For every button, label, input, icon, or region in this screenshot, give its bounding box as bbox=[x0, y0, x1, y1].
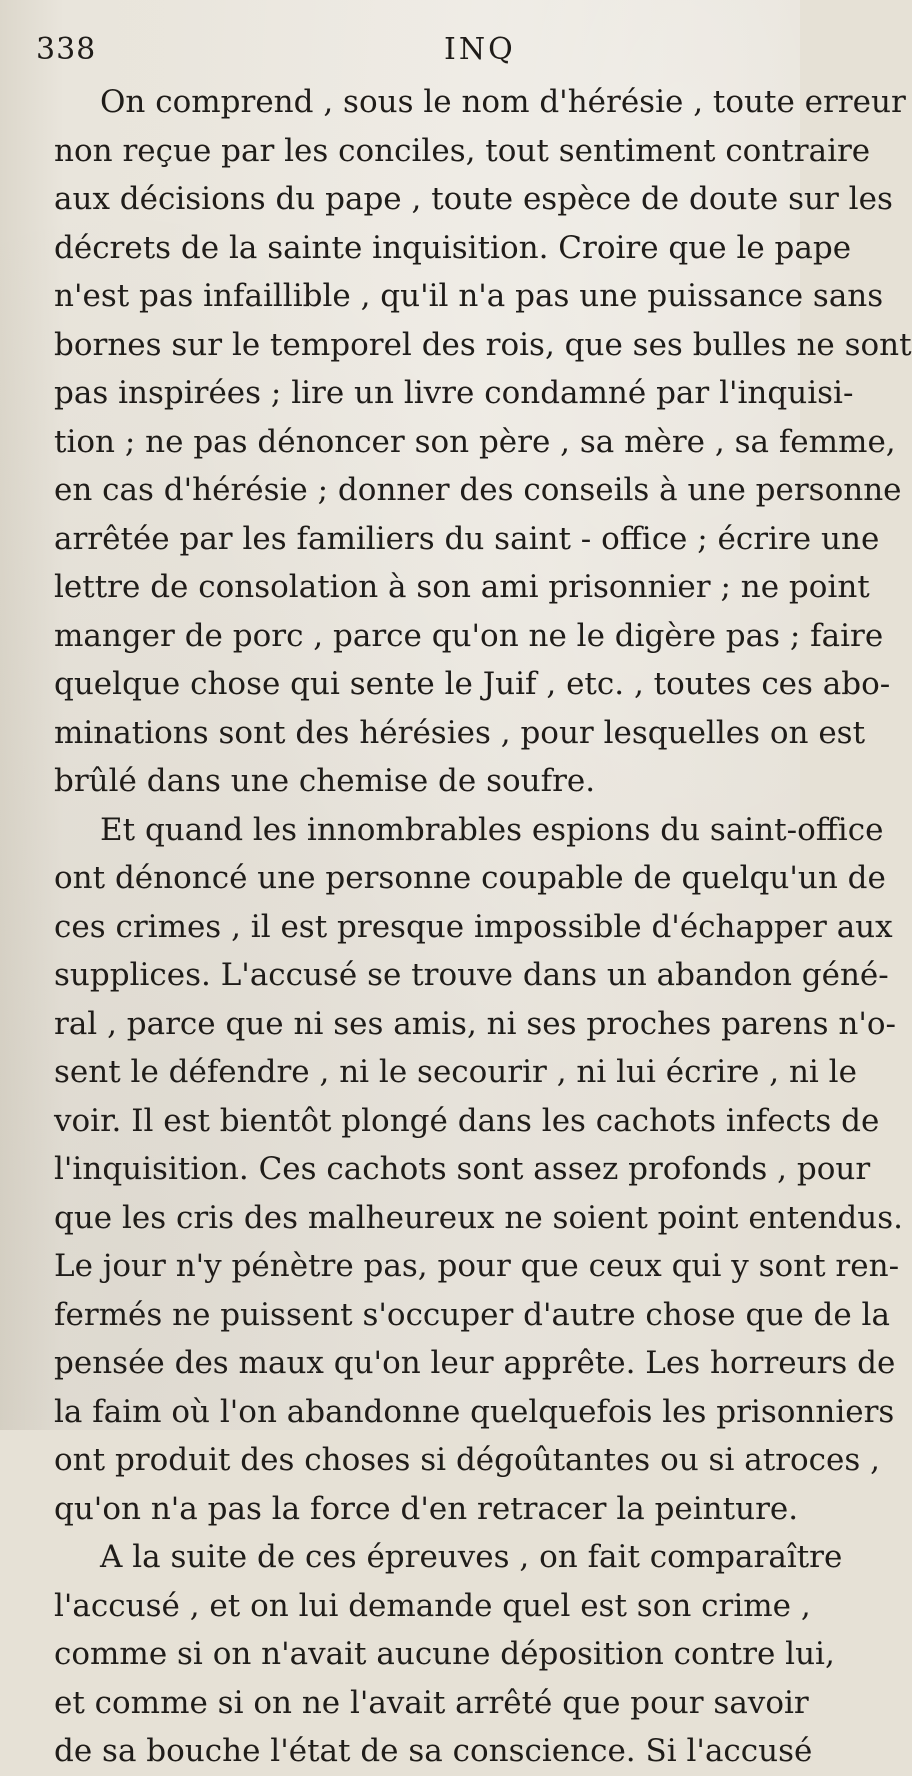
text-line: On comprend , sous le nom d'hérésie , toute erreur bbox=[100, 84, 906, 120]
text-line: tion ; ne pas dénoncer son père , sa mère , sa femme, bbox=[54, 423, 896, 460]
text-line: bornes sur le temporel des rois, que ses bulles ne sont bbox=[54, 326, 912, 363]
text-line: voir. Il est bientôt plongé dans les cachots infects de bbox=[54, 1102, 880, 1139]
running-head bbox=[36, 32, 764, 72]
text-line: l'inquisition. Ces cachots sont assez profonds , pour bbox=[54, 1151, 871, 1187]
text-line: manger de porc , parce qu'on ne le digère pas ; faire bbox=[54, 617, 884, 654]
text-line: ont produit des choses si dégoûtantes ou si atroces , bbox=[54, 1442, 880, 1478]
text-line: que les cris des malheureux ne soient point entendus. bbox=[54, 1199, 904, 1236]
text-line: de sa bouche l'état de sa conscience. Si l'accusé bbox=[54, 1733, 813, 1769]
running-title: INQ bbox=[444, 32, 516, 67]
text-line: supplices. L'accusé se trouve dans un abandon géné- bbox=[54, 957, 889, 993]
text-line: ces crimes , il est presque impossible d'échapper aux bbox=[54, 908, 893, 945]
text-line: arrêtée par les familiers du saint - office ; écrire une bbox=[54, 520, 880, 557]
text-line: pensée des maux qu'on leur apprête. Les horreurs de bbox=[54, 1345, 896, 1381]
text-line: aux décisions du pape , toute espèce de doute sur les bbox=[54, 181, 893, 217]
text-line: n'est pas infaillible , qu'il n'a pas une puissance sans bbox=[54, 278, 884, 314]
text-line: la faim où l'on abandonne quelquefois les prisonniers bbox=[54, 1393, 895, 1430]
text-line: lettre de consolation à son ami prisonnier ; ne point bbox=[54, 569, 870, 605]
page-number: 338 bbox=[36, 32, 97, 67]
text-line: fermés ne puissent s'occuper d'autre chose que de la bbox=[54, 1296, 890, 1333]
text-line: qu'on n'a pas la force d'en retracer la peinture. bbox=[54, 1490, 799, 1527]
text-line: et comme si on ne l'avait arrêté que pour savoir bbox=[54, 1684, 809, 1721]
text-line: ral , parce que ni ses amis, ni ses proches parens n'o- bbox=[54, 1005, 897, 1042]
text-line: décrets de la sainte inquisition. Croire que le pape bbox=[54, 229, 852, 266]
text-line: brûlé dans une chemise de soufre. bbox=[54, 763, 596, 799]
text-line: l'accusé , et on lui demande quel est son crime , bbox=[54, 1587, 811, 1624]
text-line: pas inspirées ; lire un livre condamné par l'inquisi- bbox=[54, 375, 854, 411]
text-line: A la suite de ces épreuves , on fait comparaître bbox=[100, 1539, 843, 1575]
text-line: ont dénoncé une personne coupable de quelqu'un de bbox=[54, 860, 886, 896]
text-line: comme si on n'avait aucune déposition contre lui, bbox=[54, 1636, 835, 1672]
body-text bbox=[54, 78, 912, 1776]
text-line: quelque chose qui sente le Juif , etc. , toutes ces abo- bbox=[54, 666, 891, 702]
text-line: Le jour n'y pénètre pas, pour que ceux qui y sont ren- bbox=[54, 1248, 900, 1284]
text-line: minations sont des hérésies , pour lesquelles on est bbox=[54, 714, 866, 751]
text-line: en cas d'hérésie ; donner des conseils à une personne bbox=[54, 472, 902, 508]
text-line: sent le défendre , ni le secourir , ni lui écrire , ni le bbox=[54, 1054, 857, 1090]
text-line: non reçue par les conciles, tout sentiment contraire bbox=[54, 132, 871, 169]
text-line: Et quand les innombrables espions du saint-office bbox=[100, 811, 884, 848]
